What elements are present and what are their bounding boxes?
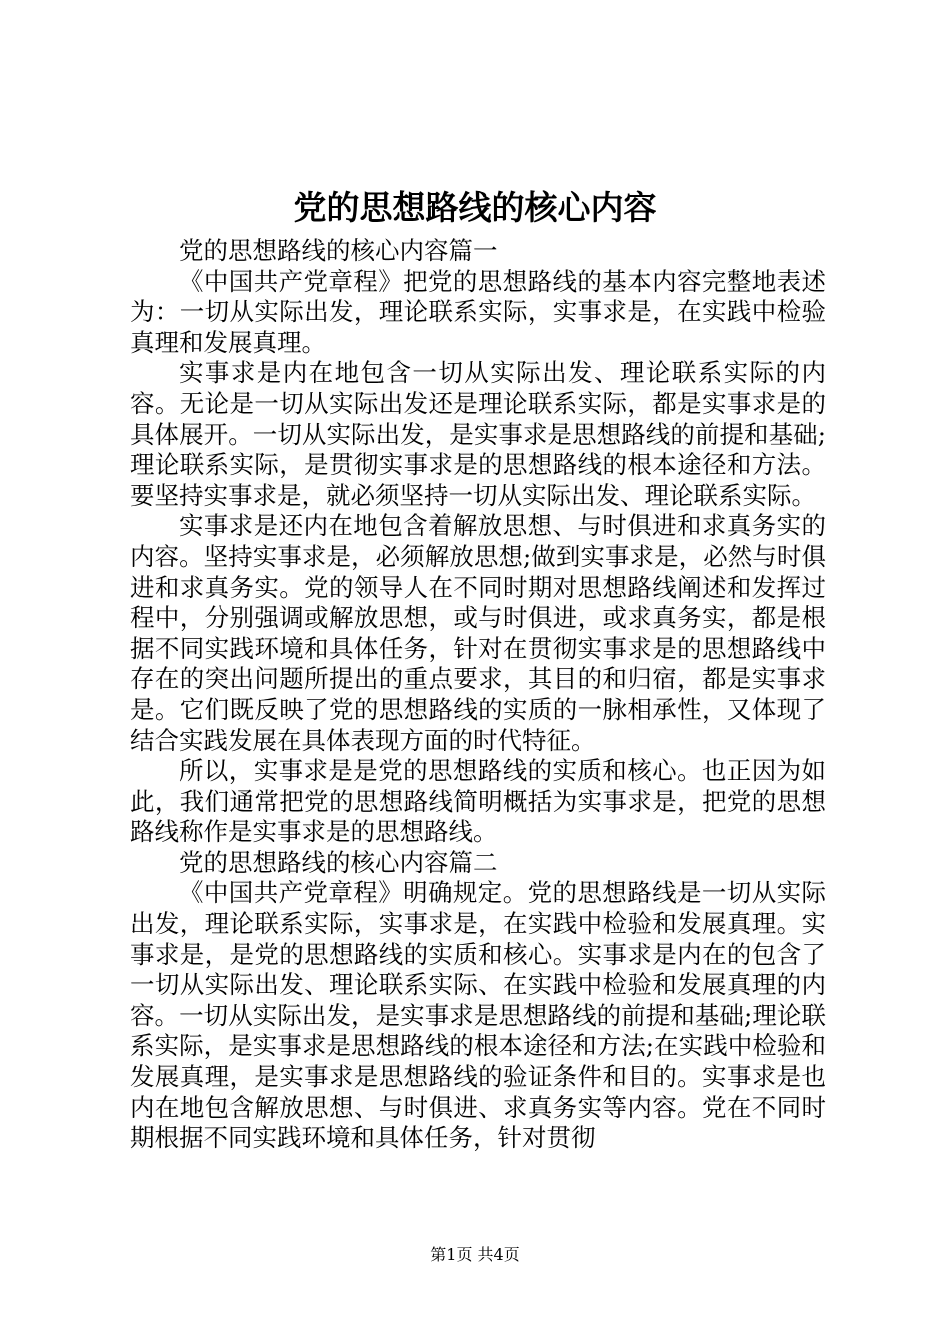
section-heading-1: 党的思想路线的核心内容篇一: [179, 236, 498, 265]
paragraph: 所以，实事求是是党的思想路线的实质和核心。也正因为如此，我们通常把党的思想路线简明概括为实事求是，把党的思想路线称作是实事求是的思想路线。: [130, 756, 826, 847]
page-number-footer: 第1页 共4页: [430, 1245, 520, 1264]
paragraph: 实事求是还内在地包含着解放思想、与时俱进和求真务实的内容。坚持实事求是，必须解放思想;做到实事求是，必然与时俱进和求真务实。党的领导人在不同时期对思想路线阐述和发挥过程中，分别强调或解放思想，或与时俱进，或求真务实，都是根据不同实践环境和具体任务，针对在贯彻实事求是的思想路线中存在的突出问题所提出的重点要求，其目的和归宿，都是实事求是。它们既反映了党的思想路线的实质的一脉相承性，又体现了结合实践发展在具体表现方面的时代特征。: [130, 511, 826, 755]
paragraph: 《中国共产党章程》把党的思想路线的基本内容完整地表述为：一切从实际出发，理论联系实际，实事求是，在实践中检验真理和发展真理。: [130, 266, 826, 357]
document-body: [130, 236, 826, 1154]
paragraph: 《中国共产党章程》明确规定。党的思想路线是一切从实际出发，理论联系实际，实事求是，在实践中检验和发展真理。实事求是，是党的思想路线的实质和核心。实事求是内在的包含了一切从实际出发、理论联系实际、在实践中检验和发展真理的内容。一切从实际出发，是实事求是思想路线的前提和基础;理论联系实际，是实事求是思想路线的根本途径和方法;在实践中检验和发展真理，是实事求是思想路线的验证条件和目的。实事求是也内在地包含解放思想、与时俱进、求真务实等内容。党在不同时期根据不同实践环境和具体任务，针对贯彻: [130, 878, 826, 1153]
paragraph: 实事求是内在地包含一切从实际出发、理论联系实际的内容。无论是一切从实际出发还是理论联系实际，都是实事求是的具体展开。一切从实际出发，是实事求是思想路线的前提和基础;理论联系实际，是贯彻实事求是的思想路线的根本途径和方法。要坚持实事求是，就必须坚持一切从实际出发、理论联系实际。: [130, 358, 826, 510]
document-title: 党的思想路线的核心内容: [293, 188, 657, 227]
section-heading-2: 党的思想路线的核心内容篇二: [179, 847, 498, 877]
